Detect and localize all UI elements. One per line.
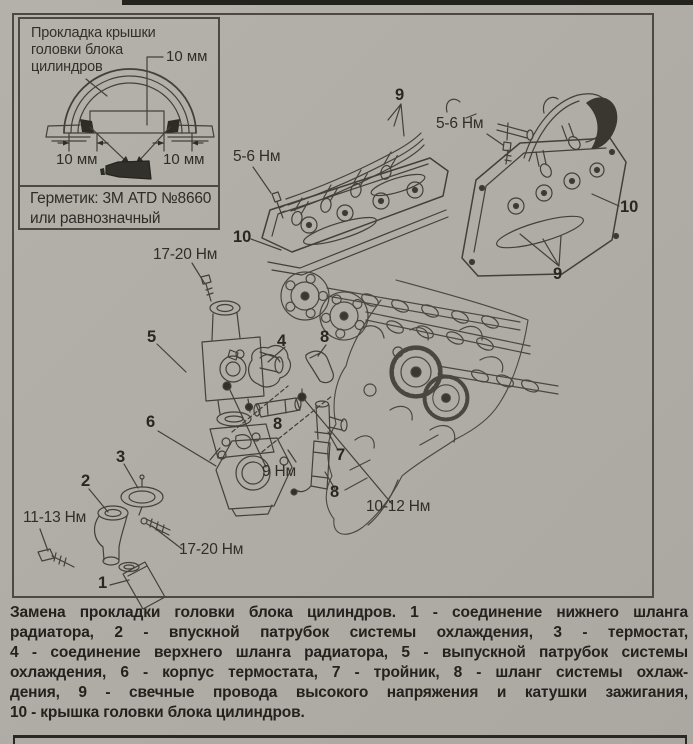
- callout-8-hose-bottom: 8: [330, 483, 340, 501]
- torque-valve-cover-bolt-right: 5-6 Нм: [436, 115, 484, 132]
- callout-2-inlet-pipe: 2: [81, 472, 91, 490]
- callout-5-outlet-pipe: 5: [147, 328, 157, 346]
- torque-outlet-pipe-bolt-upper: 17-20 Нм: [153, 246, 218, 263]
- torque-stud-lower: 17-20 Нм: [179, 541, 244, 558]
- sealant-note: [30, 189, 211, 228]
- torque-tee-bolt: 10-12 Нм: [366, 498, 431, 515]
- callout-6-thermostat-housing: 6: [146, 413, 156, 431]
- caption-line: дения, 9 - свечные провода высокого напряжения и катушки зажигания,: [10, 684, 688, 701]
- dimension-label-bottom-right: 10 мм: [163, 151, 205, 168]
- next-figure-edge: [13, 735, 687, 744]
- ignition-wires-left-drawing: [286, 104, 424, 227]
- inset-divider: [20, 185, 218, 187]
- caption-line: охлаждения, 6 - корпус термостата, 7 - тройник, 8 - шланг системы охлаж-: [10, 664, 688, 681]
- callout-9-ignition-wires-left: 9: [395, 86, 405, 104]
- thermostat-inlet-drawing: [38, 464, 182, 609]
- torque-lower-hose-bolt: 11-13 Нм: [23, 509, 87, 526]
- caption-line: 10 - крышка головки блока цилиндров.: [10, 704, 305, 721]
- inset-title-line: цилиндров: [31, 59, 103, 75]
- torque-9nm-bolt: 9 Нм: [262, 463, 296, 480]
- callout-8-hose-middle: 8: [273, 415, 283, 433]
- callout-4-upper-hose-joint: 4: [277, 332, 287, 350]
- sealant-note-line: или равнозначный: [30, 209, 161, 227]
- inset-title: [31, 25, 156, 76]
- inset-title-line: головки блока: [31, 42, 124, 58]
- caption-line: Замена прокладки головки блока цилиндров. 1 - соединение нижнего шланга: [10, 604, 688, 621]
- sealant-note-line: Герметик: 3М ATD №8660: [30, 190, 212, 207]
- callout-7-tee: 7: [336, 446, 346, 464]
- callout-8-hose-top: 8: [320, 328, 330, 346]
- figure-caption: [10, 603, 688, 723]
- inset-title-line: Прокладка крышки: [31, 25, 156, 41]
- callout-3-thermostat: 3: [116, 448, 126, 466]
- callout-10-valve-cover-right: 10: [620, 198, 639, 216]
- callout-10-valve-cover-left: 10: [233, 228, 252, 246]
- dimension-label-bottom-left: 10 мм: [56, 151, 98, 168]
- dimension-label-top: 10 мм: [166, 48, 208, 65]
- callout-9-ignition-wires-right: 9: [553, 265, 563, 283]
- torque-valve-cover-bolt-left: 5-6 Нм: [233, 148, 281, 165]
- water-outlet-pipe-drawing: [157, 263, 283, 467]
- hoses-and-tee-drawing: [228, 345, 392, 504]
- caption-line: 4 - соединение верхнего шланга радиатора, 5 - выпускной патрубок системы: [10, 644, 688, 661]
- callout-1-lower-hose-joint: 1: [98, 574, 108, 592]
- valve-cover-left-drawing: [251, 158, 448, 275]
- caption-line: радиатора, 2 - впускной патрубок системы охлаждения, 3 - термостат,: [10, 624, 688, 641]
